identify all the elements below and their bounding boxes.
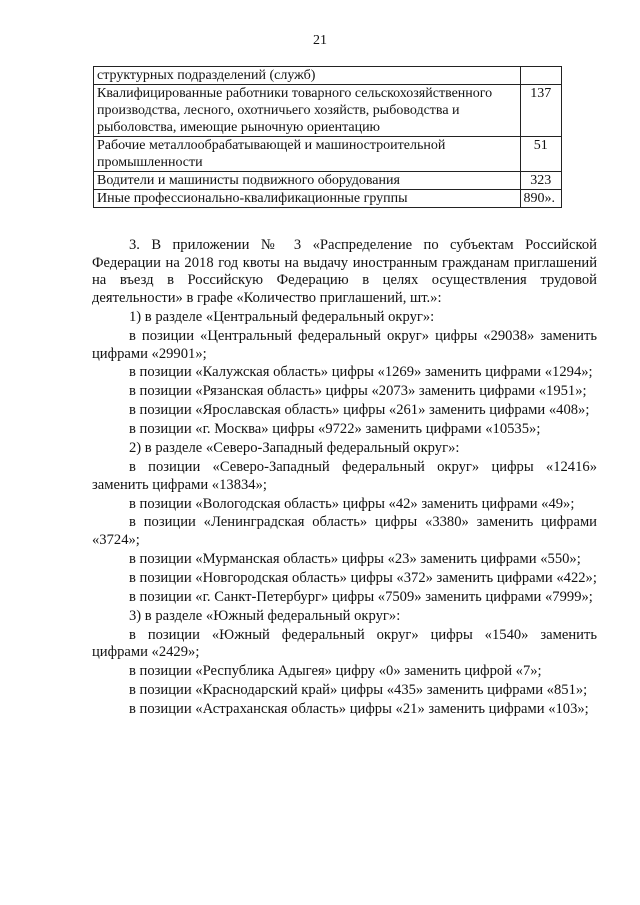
paragraph: в позиции «Северо-Западный федеральный округ» цифры «12416» заменить цифрами «13834»; bbox=[92, 458, 597, 493]
table-row bbox=[94, 137, 562, 172]
paragraph: в позиции «Ярославская область» цифры «261» заменить цифрами «408»; bbox=[129, 402, 590, 419]
paragraph: в позиции «Краснодарский край» цифры «435» заменить цифрами «851»; bbox=[129, 682, 588, 699]
table-cell-label: Рабочие металлообрабатывающей и машиностроительной промышленности bbox=[94, 137, 521, 172]
paragraph: 3. В приложении № 3 «Распределение по субъектам Российской Федерации на 2018 год квоты на выдачу иностранным гражданам приглашений на въезд в Российскую Федерацию в целях осуществления трудовой деятельности» в графе «Количество приглашений, шт.»: bbox=[92, 237, 597, 307]
paragraph: в позиции «Вологодская область» цифры «42» заменить цифрами «49»; bbox=[129, 495, 575, 512]
table-cell-label: Иные профессионально-квалификационные группы bbox=[94, 190, 521, 208]
paragraph: в позиции «Южный федеральный округ» цифры «1540» заменить цифрами «2429»; bbox=[92, 626, 597, 661]
table-row bbox=[94, 172, 562, 190]
paragraph: в позиции «Новгородская область» цифры «372» заменить цифрами «422»; bbox=[129, 569, 597, 586]
table-row bbox=[94, 190, 562, 208]
table-cell-value: 323 bbox=[520, 172, 562, 190]
table-row bbox=[94, 85, 562, 137]
paragraph: в позиции «Астраханская область» цифры «21» заменить цифрами «103»; bbox=[129, 700, 589, 717]
amendment-text bbox=[92, 237, 597, 720]
table-cell-value bbox=[520, 67, 562, 85]
table-cell-value: 51 bbox=[520, 137, 562, 172]
paragraph: в позиции «Ленинградская область» цифры «3380» заменить цифрами «3724»; bbox=[92, 514, 597, 549]
quota-table bbox=[93, 66, 562, 208]
paragraph: в позиции «Республика Адыгея» цифру «0» заменить цифрой «7»; bbox=[129, 663, 542, 680]
paragraph: в позиции «Центральный федеральный округ» цифры «29038» заменить цифрами «29901»; bbox=[92, 327, 597, 362]
table-cell-label: Квалифицированные работники товарного сельскохозяйственного производства, лесного, охотничьего хозяйств, рыбоводства и рыболовства, имеющие рыночную ориентацию bbox=[94, 85, 521, 137]
paragraph: в позиции «Рязанская область» цифры «2073» заменить цифрами «1951»; bbox=[129, 383, 587, 400]
paragraph: 1) в разделе «Центральный федеральный округ»: bbox=[129, 309, 435, 325]
paragraph: 3) в разделе «Южный федеральный округ»: bbox=[129, 607, 401, 624]
page-number: 21 bbox=[313, 33, 327, 48]
paragraph: в позиции «Калужская область» цифры «1269» заменить цифрами «1294»; bbox=[129, 364, 593, 381]
paragraph: в позиции «г. Москва» цифры «9722» заменить цифрами «10535»; bbox=[129, 421, 541, 438]
table-row bbox=[94, 67, 562, 85]
paragraph: в позиции «Мурманская область» цифры «23» заменить цифрами «550»; bbox=[129, 551, 581, 568]
paragraph: 2) в разделе «Северо-Западный федеральный округ»: bbox=[129, 440, 460, 457]
table-cell-value: 890». bbox=[520, 190, 562, 208]
table-cell-label: Водители и машинисты подвижного оборудования bbox=[94, 172, 521, 190]
table-cell-value: 137 bbox=[520, 85, 562, 137]
paragraph: в позиции «г. Санкт-Петербург» цифры «7509» заменить цифрами «7999»; bbox=[129, 588, 593, 605]
table-cell-label: структурных подразделений (служб) bbox=[94, 67, 521, 85]
